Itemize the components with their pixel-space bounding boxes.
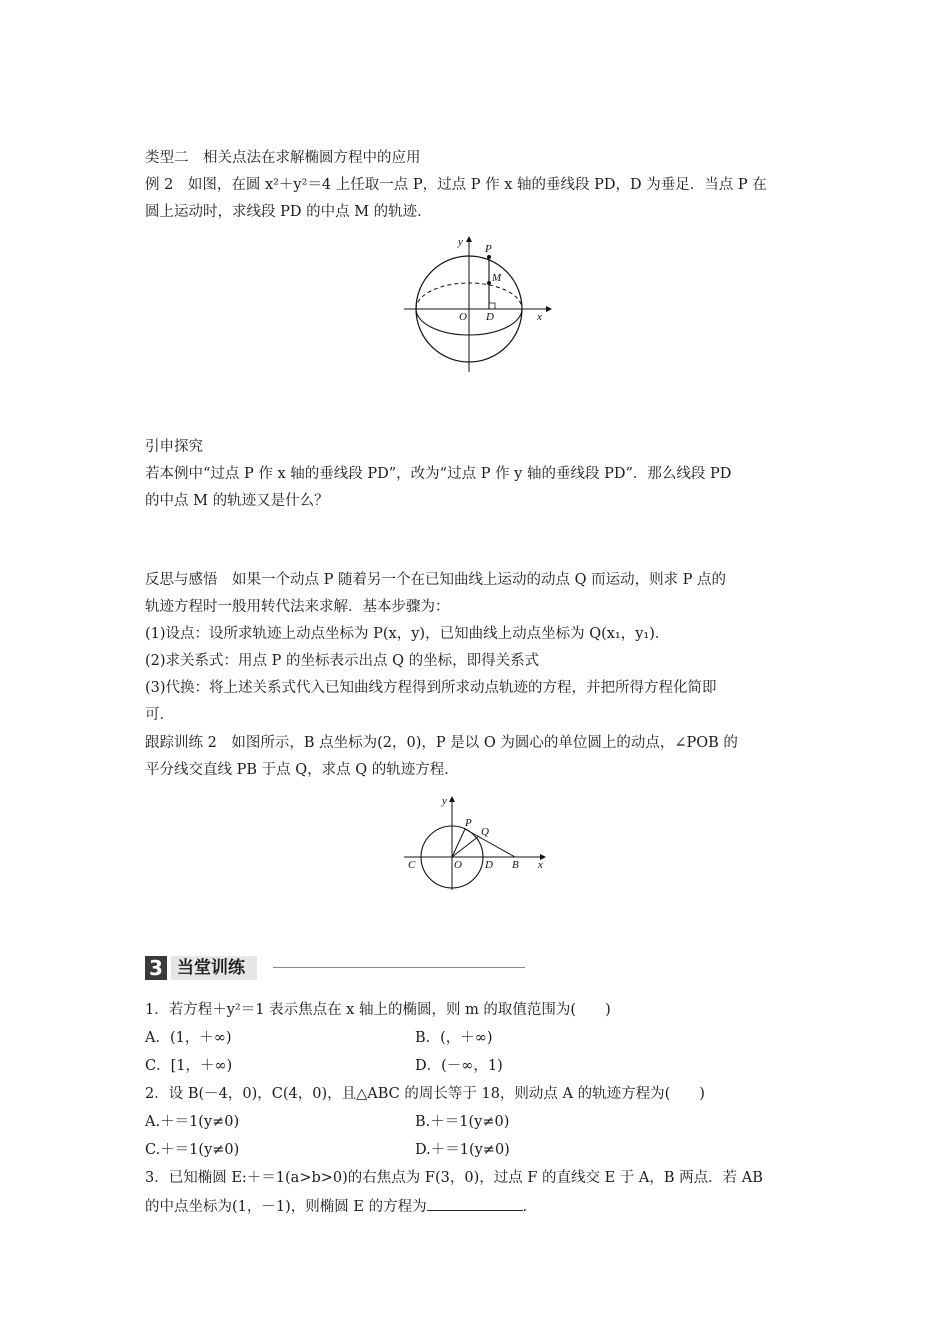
reflection-step2: (2)求关系式：用点 P 的坐标表示出点 Q 的坐标，即得关系式	[145, 653, 540, 669]
q1-option-b: B．(，＋∞)	[415, 1030, 493, 1046]
q1-stem: 1．若方程＋y²＝1 表示焦点在 x 轴上的椭圆，则 m 的取值范围为( )	[145, 1002, 611, 1018]
section3-rule	[273, 967, 525, 968]
example2-text-line1: 例 2 如图，在圆 x²＋y²＝4 上任取一点 P，过点 P 作 x 轴的垂线段 PD，D 为垂足．当点 P 在	[145, 177, 767, 193]
fig2-label-x: x	[538, 859, 543, 871]
extension-text-line1: 若本例中“过点 P 作 x 轴的垂线段 PD”，改为“过点 P 作 y 轴的垂线段 PD”．那么线段 PD	[145, 466, 732, 482]
fig1-label-x: x	[537, 311, 542, 323]
q1-option-a: A．(1，＋∞)	[145, 1030, 232, 1046]
q2-option-c: C.＋＝1(y≠0)	[145, 1142, 240, 1158]
q1-option-c: C．[1，＋∞)	[145, 1058, 233, 1074]
example2-figure	[400, 232, 560, 374]
tracking2-text-line1: 跟踪训练 2 如图所示，B 点坐标为(2，0)，P 是以 O 为圆心的单位圆上的动点，∠POB 的	[145, 735, 738, 751]
fig1-label-D: D	[486, 311, 494, 323]
q2-option-a: A.＋＝1(y≠0)	[145, 1114, 240, 1130]
q3-text-line1: 3．已知椭圆 E:＋＝1(a>b>0)的右焦点为 F(3，0)，过点 F 的直线交 E 于 A，B 两点．若 AB	[145, 1170, 763, 1186]
section-title-type2: 类型二 相关点法在求解椭圆方程中的应用	[145, 150, 421, 166]
reflection-text-line2: 轨迹方程时一般用转代法来求解．基本步骤为：	[145, 599, 450, 615]
fig1-label-P: P	[485, 243, 492, 255]
tracking2-figure	[400, 792, 552, 892]
example2-text-line2: 圆上运动时，求线段 PD 的中点 M 的轨迹．	[145, 204, 432, 220]
q3-answer-blank[interactable]	[427, 1196, 523, 1211]
q1-option-d: D．(－∞，1)	[415, 1058, 503, 1074]
extension-title: 引申探究	[145, 439, 203, 455]
q3-text-line2-wrap	[145, 1196, 537, 1217]
fig1-label-M: M	[492, 272, 502, 284]
section3-heading	[145, 954, 525, 982]
fig2-label-O: O	[454, 859, 462, 871]
reflection-step3-line2: 可．	[145, 707, 174, 723]
q2-option-b: B.＋＝1(y≠0)	[415, 1114, 510, 1130]
fig1-label-O: O	[459, 311, 467, 323]
q2-option-d: D.＋＝1(y≠0)	[415, 1142, 510, 1158]
fig2-label-C: C	[408, 859, 416, 871]
q2-stem: 2．设 B(－4，0)，C(4，0)，且△ABC 的周长等于 18，则动点 A 的轨迹方程为( )	[145, 1086, 705, 1102]
reflection-text-line1: 反思与感悟 如果一个动点 P 随着另一个在已知曲线上运动的动点 Q 而运动，则求 P 点的	[145, 572, 727, 588]
tracking2-text-line2: 平分线交直线 PB 于点 Q，求点 Q 的轨迹方程．	[145, 762, 459, 778]
fig2-label-y: y	[442, 795, 447, 807]
section3-title: 当堂训练	[171, 956, 257, 980]
reflection-step1: (1)设点：设所求轨迹上动点坐标为 P(x，y)，已知曲线上动点坐标为 Q(x₁，y₁)．	[145, 626, 670, 642]
extension-text-line2: 的中点 M 的轨迹又是什么？	[145, 493, 329, 509]
q3-text-line2: 的中点坐标为(1，－1)，则椭圆 E 的方程为	[145, 1199, 427, 1215]
fig2-label-B: B	[512, 859, 519, 871]
q3-end-punct: ．	[522, 1199, 538, 1215]
fig2-label-D: D	[485, 859, 493, 871]
section3-number: 3	[145, 956, 167, 980]
reflection-step3-line1: (3)代换：将上述关系式代入已知曲线方程得到所求动点轨迹的方程，并把所得方程化简即	[145, 680, 717, 696]
fig2-label-Q: Q	[481, 826, 489, 838]
fig2-label-P: P	[465, 817, 472, 829]
fig1-label-y: y	[458, 236, 463, 248]
